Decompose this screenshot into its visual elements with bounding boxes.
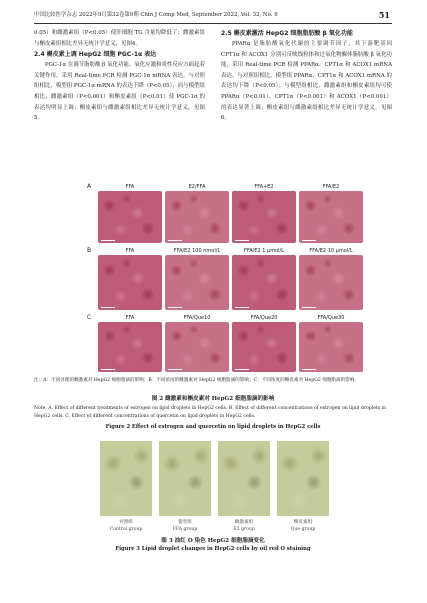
panel-label: FFA: [125, 315, 135, 321]
panel-label: FFA+E2: [254, 184, 274, 190]
micrograph-b-4: [299, 255, 363, 310]
left-paragraph-1: PGC-1α 在调节脂肪酸 β 氧化功能、氧化应激和炎性反应方面起着关键作用，采用 Real-time PCR 检测 PGC-1α mRNA 表达。与对照组相比，模型组 PGC-1α mRNA 的表达下降（P<0.05）；而与模型组相比，雌激素组（P<0.001）和槲皮素组（P<0.01）使 PGC-1α 的表达均明显上调；槲皮素组与雌激素组相比差异无统计学意义，见图5。: [34, 62, 205, 122]
micrograph-a-4: [299, 191, 363, 243]
group-label-zh: 对照组: [119, 520, 133, 525]
panel-label: FFA/E2 10 μmol/L: [309, 248, 353, 254]
group-label-e2: [214, 519, 274, 533]
section-heading-2-5: 2.5 槲皮素激活 HepG2 细胞脂肪酸 β 氧化功能: [221, 30, 353, 37]
oil-red-panel-e2: [218, 441, 270, 516]
row-label-b: B: [87, 247, 92, 254]
group-label-zh: 雌激素组: [234, 520, 254, 525]
scale-bar: [302, 369, 316, 371]
scale-bar: [168, 240, 182, 242]
micrograph-b-3: [232, 255, 296, 310]
scale-bar: [168, 369, 182, 371]
panel-label: FFA/E2: [322, 184, 340, 190]
scale-bar: [235, 240, 249, 242]
row-label-c: C: [87, 314, 92, 321]
scale-bar: [235, 369, 249, 371]
panel-label: FFA/E2 1 μmol/L: [243, 248, 285, 254]
panel-label: FFA: [125, 184, 135, 190]
micrograph-a-2: [165, 191, 229, 243]
group-label-zh: 模型组: [178, 520, 192, 525]
left-paragraph-0: 0.05）和雌激素组（P<0.05）使肝细胞 TG 含量均降低了；雌激素组与槲皮素组相比差异无统计学意义，见图4。: [34, 30, 205, 47]
group-label-control: [96, 519, 156, 533]
panel-label: FFA/Que30: [317, 315, 345, 321]
oil-red-panel-ffa: [159, 441, 211, 516]
page-number: 51: [378, 10, 390, 20]
oil-red-panel-que: [277, 441, 329, 516]
micrograph-c-3: [232, 322, 296, 372]
figure-2-caption-zh: 图 2 雌激素和槲皮素对 HepG2 细胞脂滴的影响: [151, 396, 275, 402]
scale-bar: [235, 307, 249, 309]
group-label-que: [273, 519, 333, 533]
scale-bar: [101, 369, 115, 371]
group-label-en: E2 group: [233, 527, 255, 532]
figure-3-caption-en: Figure 3 Lipid droplet changes in HepG2 cells by oil red O staining: [115, 546, 311, 552]
micrograph-b-2: [165, 255, 229, 310]
scale-bar: [101, 240, 115, 242]
micrograph-c-1: [98, 322, 162, 372]
micrograph-b-1: [98, 255, 162, 310]
group-label-en: Control group: [109, 527, 143, 532]
left-column: [34, 28, 205, 124]
panel-label: FFA/E2 100 nmol/L: [173, 248, 221, 254]
figure-2-note-zh: 注：A：不同处理的雌激素对 HepG2 细胞脂滴的影响；B：不同浓度的雌激素对 HepG2 细胞脂滴的影响；C：不同浓度的槲皮素对 HepG2 细胞脂滴的影响。: [34, 378, 359, 383]
micrograph-a-1: [98, 191, 162, 243]
header-rule: [34, 23, 392, 24]
section-heading-2-4: 2.4 槲皮素上调 HepG2 细胞 PGC-1α 表达: [34, 51, 157, 59]
group-label-zh: 槲皮素组: [293, 520, 313, 525]
micrograph-c-4: [299, 322, 363, 372]
panel-label: FFA: [125, 248, 135, 254]
group-label-ffa: [155, 519, 215, 533]
right-paragraph-1: PPARα 是脂肪酸氧化代谢的主要调节因子，其下游靶基因 CPT1α 和 ACOX1 分别可反映线粒体和过氧化物酶体脂肪酸 β 氧化功能，采用 Real-time PCR 检测 PPARα、CPT1α 和 ACOX1 mRNA 表达。与对照组相比，模型组 PPARα、CPT1α 和 ACOX1 mRNA 的表达均下降（P<0.05）；与模型组相比，雌激素组和槲皮素组均可使 PPARα（P<0.01）、CPT1α（P<0.001）和 ACOX1（P<0.001）的表达显著上调；槲皮素组与雌激素组相比差异无统计学意义，见图6。: [221, 41, 392, 122]
row-label-a: A: [87, 183, 92, 190]
panel-label: FFA/Que10: [183, 315, 211, 321]
figure-3-caption-zh: 图 3 油红 O 染色 HepG2 细胞脂滴变化: [161, 538, 265, 544]
micrograph-c-2: [165, 322, 229, 372]
panel-label: E2/FFA: [188, 184, 206, 190]
figure-2-note-en: Note. A, Effect of different treatments of estrogen on lipid droplets in HepG2 cells. B, Effect of different concentrations of estrogen on lipid droplets in HepG2 cells. C, Effect of different concentrations of quercetin on lipid droplets in HepG2 cells.: [34, 406, 387, 419]
running-header: [34, 8, 390, 22]
scale-bar: [101, 307, 115, 309]
journal-citation: 中国比较医学杂志 2022年9月第32卷第9期 Chin J Comp Med, September 2022, Vol. 32, No. 9: [34, 12, 278, 18]
micrograph-a-3: [232, 191, 296, 243]
group-label-en: FFA group: [172, 527, 198, 532]
oil-red-panel-control: [100, 441, 152, 516]
scale-bar: [302, 240, 316, 242]
panel-label: FFA/Que20: [250, 315, 278, 321]
group-label-en: Que group: [290, 527, 316, 532]
scale-bar: [302, 307, 316, 309]
right-column: [221, 28, 392, 124]
figure-2-caption-en: Figure 2 Effect of estrogen and quercetin on lipid droplets in HepG2 cells: [105, 424, 321, 430]
scale-bar: [168, 307, 182, 309]
